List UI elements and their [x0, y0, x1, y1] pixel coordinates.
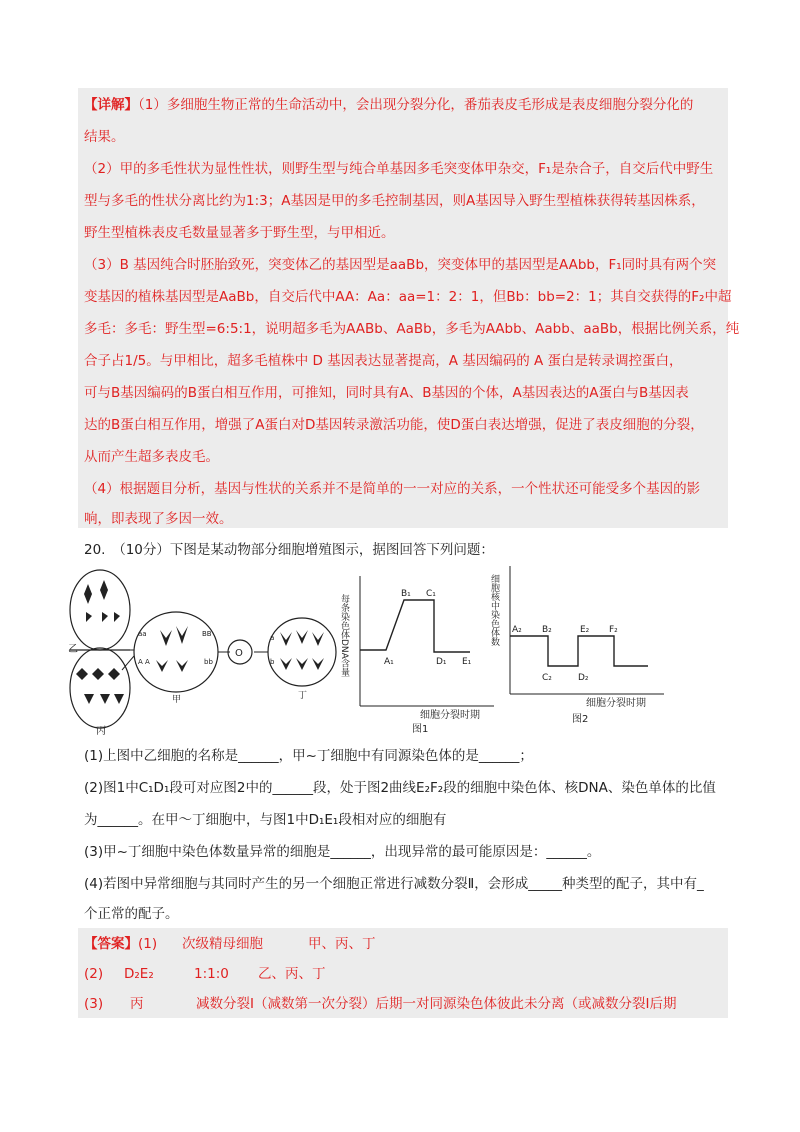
cell-ding	[268, 618, 336, 686]
gene-label-AA: A A	[138, 658, 150, 666]
detail-line-2: 结果。	[84, 129, 125, 145]
detail-tag: 【详解】	[84, 97, 138, 113]
detail-line-12: 从而产生超多表皮毛。	[84, 449, 219, 465]
answer-row-1	[84, 934, 157, 954]
fig1-point-e: E₁	[462, 657, 472, 667]
detail-line-4: 型与多毛的性状分离比约为1:3；A基因是甲的多毛控制基因，则A基因导入野生型植株获得转基因株系，	[84, 193, 705, 209]
answer-2c: 乙、丙、丁	[258, 966, 326, 982]
answer-row-1-bg	[78, 928, 728, 958]
fig2-point-a: A₂	[512, 625, 522, 635]
question-2-line-2: 为______。在甲～丁细胞中，与图1中D₁E₁段相对应的细胞有	[84, 812, 447, 828]
fig2-point-d: D₂	[578, 673, 589, 683]
fig1-point-d: D₁	[436, 657, 447, 667]
answer-2b: 1:1:0	[194, 966, 229, 982]
chromosomes-bing	[76, 668, 124, 704]
answer-2a: D₂E₂	[124, 966, 154, 982]
fig2-point-e: E₂	[580, 625, 590, 635]
detail-line-8: 多毛：多毛：野生型=6:5:1，说明超多毛为AABb、AaBb，多毛为AAbb、Aabb、aaBb，根据比例关系，纯	[84, 321, 740, 337]
answer-1b: 甲、丙、丁	[308, 936, 376, 952]
detail-line-11: 达的B蛋白相互作用，增强了A蛋白对D基因转录激活功能，使D蛋白表达增强，促进了表皮细胞的分裂，	[84, 417, 704, 433]
answer-1a: 次级精母细胞	[182, 936, 263, 952]
figure-2-chart	[489, 566, 664, 725]
chromosomes-jia	[156, 626, 188, 672]
fig1-point-a: A₁	[384, 657, 394, 667]
chromosomes-yi	[84, 580, 120, 622]
detail-line-9: 合子占1/5。与甲相比，超多毛植株中 D 基因表达显著提高，A 基因编码的 A 蛋白是转录调控蛋白，	[84, 353, 683, 369]
figure-1-chart	[339, 576, 494, 735]
fig2-xlabel: 细胞分裂时期	[586, 698, 646, 709]
answer-tag: 【答案】	[84, 936, 138, 952]
detail-line-6: （3）B 基因纯合时胚胎致死，突变体乙的基因型是aaBb，突变体甲的基因型是AAbb，F₁同时具有两个突	[84, 257, 717, 273]
gene-label-b: b	[270, 658, 275, 666]
detail-line-5: 野生型植株表皮毛数量显著多于野生型，与甲相近。	[84, 225, 395, 241]
detail-text: （1）多细胞生物正常的生命活动中，会出现分裂分化，番茄表皮毛形成是表皮细胞分裂分化的	[138, 97, 694, 113]
answer-3-number: (3)	[84, 996, 104, 1012]
chromosomes-ding	[280, 630, 324, 670]
fig1-caption: 图1	[412, 724, 429, 735]
gene-label-bb: bb	[204, 658, 213, 666]
gene-label-aa: aa	[138, 630, 147, 638]
fig1-point-c: C₁	[426, 589, 436, 599]
gene-label-a: a	[270, 634, 275, 642]
fig2-point-c: C₂	[542, 673, 552, 683]
gene-label-BB: BB	[202, 630, 212, 638]
label-jia: 甲	[172, 695, 182, 705]
question-stem: 20. （10分）下图是某动物部分细胞增殖图示，据图回答下列问题：	[84, 542, 494, 558]
detail-line-3: （2）甲的多毛性状为显性性状，则野生型与纯合单基因多毛突变体甲杂交，F₁是杂合子，自交后代中野生	[84, 161, 714, 177]
label-ding: 丁	[298, 691, 308, 701]
cell-jia	[134, 612, 218, 692]
detail-line-13: （4）根据题目分析，基因与性状的关系并不是简单的一一对应的关系，一个性状还可能受多个基因的影	[84, 481, 701, 497]
fig2-point-b: B₂	[542, 625, 552, 635]
question-2-line-1: (2)图1中C₁D₁段可对应图2中的______段，处于图2曲线E₂F₂段的细胞中染色体、核DNA、染色单体的比值	[84, 780, 716, 796]
answer-2-number: (2)	[84, 966, 104, 982]
cell-yi-bing	[70, 570, 130, 728]
fig2-ylabel: 细胞核中染色体数	[489, 574, 499, 646]
question-1: (1)上图中乙细胞的名称是______，甲~丁细胞中有同源染色体的是______；	[84, 748, 533, 764]
fig1-ylabel: 每条染色体DNA含量	[339, 594, 349, 677]
label-bing: 丙	[96, 726, 106, 737]
answer-3a: 丙	[130, 996, 144, 1012]
detail-line-10: 可与B基因编码的B蛋白相互作用，可推知，同时具有A、B基因的个体，A基因表达的A蛋白与B基因表	[84, 385, 689, 401]
label-yi: 乙	[68, 644, 78, 655]
fig2-caption: 图2	[572, 714, 589, 725]
answer-1-number: (1)	[138, 936, 158, 952]
question-4-line-2: 个正常的配子。	[84, 906, 179, 922]
cell-division-figure	[64, 560, 684, 740]
fig1-point-b: B₁	[401, 589, 411, 599]
label-o: O	[235, 648, 243, 659]
fig2-point-f: F₂	[609, 625, 618, 635]
detail-line-7: 变基因的植株基因型是AaBb，自交后代中AA：Aa：aa=1：2：1，但Bb：bb=2：1；其自交获得的F₂中超	[84, 289, 732, 305]
fig1-xlabel: 细胞分裂时期	[420, 710, 480, 721]
detail-line-1	[84, 95, 693, 115]
question-3: (3)甲~丁细胞中染色体数量异常的细胞是______，出现异常的最可能原因是：______。	[84, 844, 601, 860]
answer-3b: 减数分裂Ⅰ（减数第一次分裂）后期一对同源染色体彼此未分离（或减数分裂Ⅰ后期	[196, 996, 677, 1012]
answer-row-2-bg	[78, 958, 728, 988]
question-4-line-1: (4)若图中异常细胞与其同时产生的另一个细胞正常进行减数分裂Ⅱ，会形成_____种类型的配子，其中有_	[84, 876, 704, 892]
detail-line-14: 响，即表现了多因一效。	[84, 511, 233, 527]
